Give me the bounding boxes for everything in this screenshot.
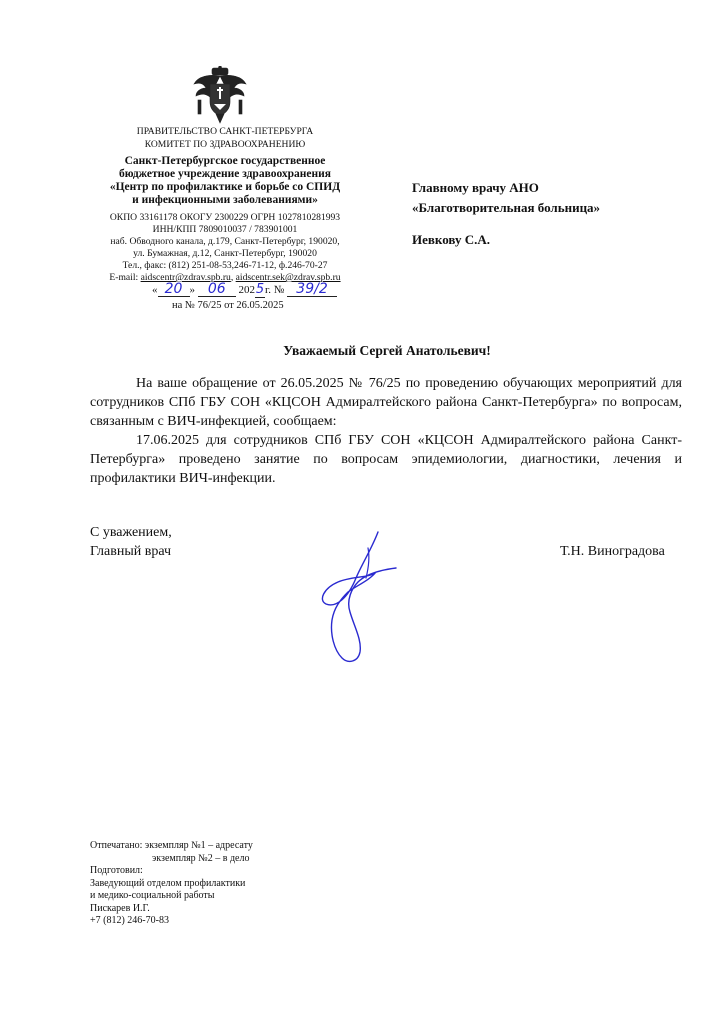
recipient-organization: «Благотворительная больница» [412, 200, 601, 215]
greeting: Уважаемый Сергей Анатольевич! [283, 343, 491, 358]
preparer-position-line-1: Заведующий отделом профилактики [90, 877, 246, 889]
signer-position: Главный врач [90, 544, 172, 559]
closing-regards: С уважением, [90, 525, 172, 540]
date-day: 20 [158, 282, 190, 297]
email-line: E-mail: aidscentr@zdrav.spb.ru, aidscentr.sek@zdrav.spb.ru [109, 272, 341, 283]
date-quote-close: » [189, 284, 195, 296]
recipient-name: Иевкову С.А. [412, 232, 490, 247]
email-label: E-mail: [109, 272, 139, 283]
closing-block [90, 523, 172, 561]
organization-details [90, 212, 360, 284]
recipient-block [412, 178, 600, 250]
organization-name [90, 155, 360, 207]
date-year-suffix: г. № [265, 284, 285, 296]
date-number-line [152, 282, 352, 298]
org-name-line: и инфекционными заболеваниями» [132, 194, 318, 206]
date-month: 06 [198, 282, 236, 297]
signer-name: Т.Н. Виноградова [560, 544, 665, 559]
footer-block [90, 840, 253, 928]
details-line: наб. Обводного канала, д.179, Санкт-Петербург, 190020, [110, 236, 340, 247]
government-name: ПРАВИТЕЛЬСТВО САНКТ-ПЕТЕРБУРГА [136, 126, 314, 137]
paragraph-1: На ваше обращение от 26.05.2025 № 76/25 по проведению обучающих мероприятий для сотрудников СПб ГБУ СОН «КЦСОН Адмиралтейского района Санкт-Петербурга» по вопросам, связанным с ВИЧ-инфекцией, сообщаем: [90, 376, 682, 429]
preparer-name: Пискарев И.Г. [90, 902, 150, 914]
details-line: ИНН/КПП 7809010037 / 783901001 [152, 224, 298, 235]
recipient-position: Главному врачу АНО [412, 180, 539, 195]
letterhead [110, 126, 340, 151]
outgoing-number: 39/2 [287, 282, 337, 297]
details-line: ул. Бумажная, д.12, Санкт-Петербург, 190020 [133, 248, 317, 259]
preparer-position-line-2: и медико-социальной работы [90, 890, 215, 901]
letter-body [90, 374, 682, 488]
details-line: ОКПО 33161178 ОКОГУ 2300229 ОГРН 1027810281993 [109, 212, 341, 223]
reference-line: на № 76/25 от 26.05.2025 [172, 300, 284, 311]
org-name-line: бюджетное учреждение здравоохранения [118, 168, 332, 180]
email-link-1[interactable]: aidscentr@zdrav.spb.ru [140, 272, 231, 283]
email-link-2[interactable]: aidscentr.sek@zdrav.spb.ru [235, 272, 341, 283]
date-year-prefix: 202 [238, 284, 255, 296]
paragraph-2: 17.06.2025 для сотрудников СПб ГБУ СОН «КЦСОН Адмиралтейского района Санкт-Петербурга» проведено занятие по вопросам эпидемиологии, диагностики, лечения и профилактики ВИЧ-инфекции. [90, 433, 682, 486]
preparer-phone: +7 (812) 246-70-83 [90, 915, 169, 926]
org-name-line: Санкт-Петербургское государственное [124, 155, 326, 167]
date-quote-open: « [152, 284, 158, 296]
prepared-label: Подготовил: [90, 865, 143, 876]
signature-icon [296, 528, 406, 668]
printed-copy-1: Отпечатано: экземпляр №1 – адресату [90, 840, 253, 851]
spb-coat-of-arms-icon [190, 66, 250, 124]
committee-name: КОМИТЕТ ПО ЗДРАВООХРАНЕНИЮ [144, 139, 306, 150]
org-name-line: «Центр по профилактике и борьбе со СПИД [109, 181, 341, 193]
date-year-digit: 5 [255, 282, 265, 297]
printed-copy-2: экземпляр №2 – в дело [152, 852, 250, 864]
details-line: Тел., факс: (812) 251-08-53,246-71-12, ф.246-70-27 [122, 260, 328, 271]
